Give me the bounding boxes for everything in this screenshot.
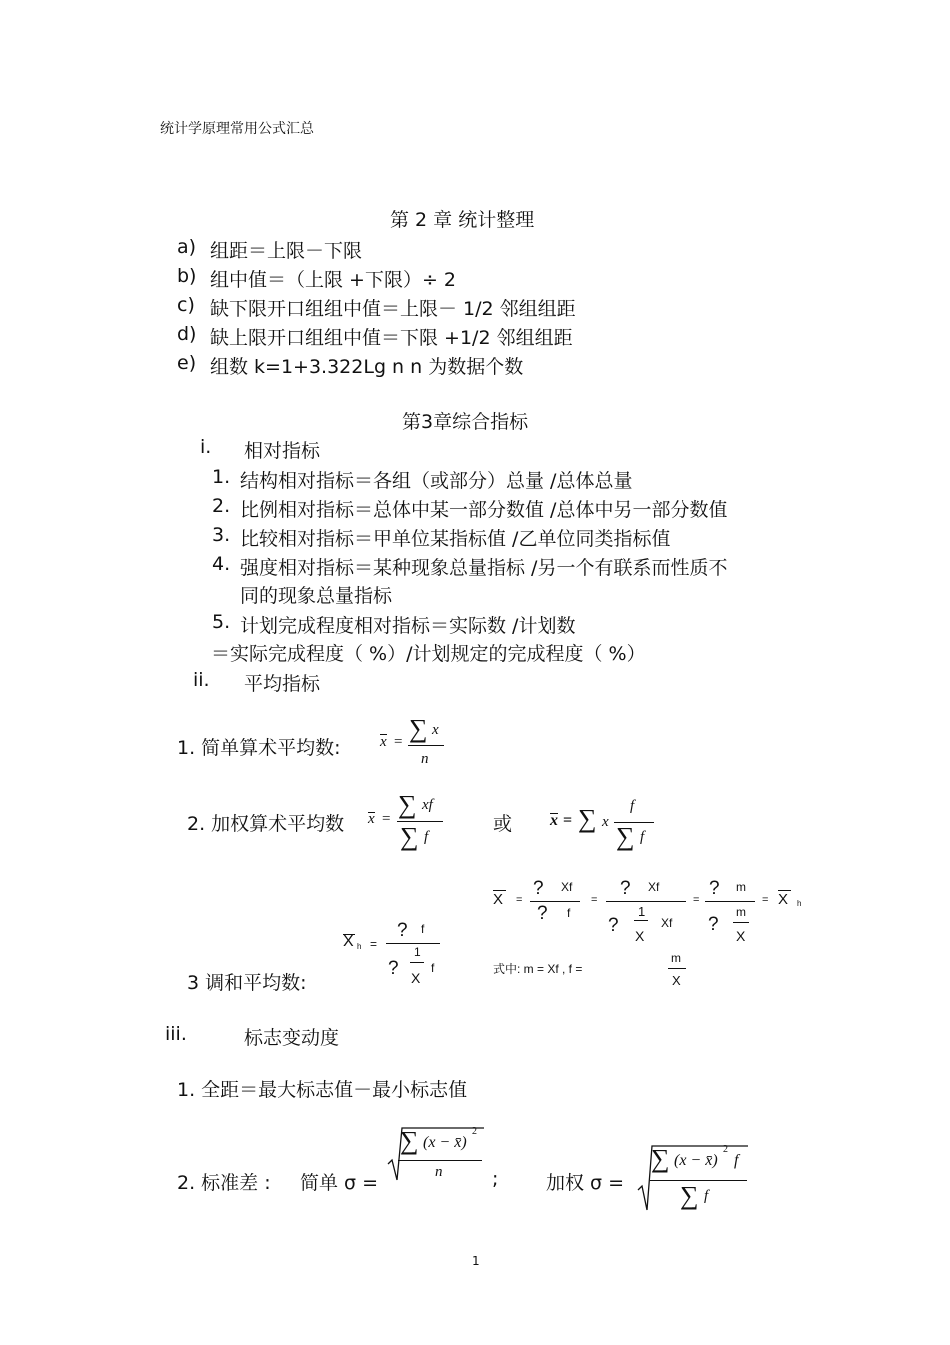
document-title: 统计学原理常用公式汇总 (160, 121, 314, 137)
section-i-marker: i. (200, 436, 212, 458)
list-marker: a) (177, 236, 197, 258)
sum-placeholder: ? (537, 903, 548, 924)
h-subscript: h (357, 942, 362, 951)
f-symbol: f (640, 829, 645, 845)
square-exponent: 2 (723, 1144, 728, 1155)
list-item (212, 524, 671, 550)
Xf-symbol: Xf (661, 916, 673, 930)
sum-placeholder: ? (608, 915, 619, 936)
weighted-mean-label: 2. 加权算术平均数 (187, 813, 345, 835)
sum-symbol: ∑ (409, 714, 428, 743)
fraction-bar (634, 920, 648, 921)
fraction-bar (408, 745, 444, 746)
list-marker: 5. (212, 611, 231, 633)
sum-placeholder: ? (709, 878, 720, 899)
equals-sign: = (370, 937, 378, 951)
list-marker: e) (177, 352, 197, 374)
x-symbol: x (368, 811, 375, 827)
m-symbol: m (671, 951, 681, 965)
deviation-term: (x − x̄) (674, 1152, 718, 1169)
std-dev-label: 2. 标准差 : (177, 1172, 271, 1194)
X-symbol: X (736, 928, 746, 944)
equals-sign: = (693, 894, 700, 906)
list-item (177, 294, 576, 320)
list-text: 强度相对指标＝某种现象总量指标 /另一个有联系而性质不 (240, 557, 728, 579)
sum-symbol: ∑ (616, 822, 635, 851)
sum-symbol: ∑ (400, 822, 419, 851)
range-formula: 1. 全距＝最大标志值－最小标志值 (177, 1079, 468, 1101)
list-item (212, 611, 576, 637)
x-symbol: x (380, 734, 387, 750)
list-text: 结构相对指标＝各组（或部分）总量 /总体总量 (240, 470, 633, 492)
list-marker: d) (177, 323, 197, 345)
equals-sign: = (563, 812, 573, 829)
f-symbol: f (431, 961, 435, 975)
section-iii-marker: iii. (165, 1023, 187, 1045)
n-symbol: n (435, 1164, 443, 1180)
sum-symbol: ∑ (400, 1126, 419, 1155)
X-symbol: X (343, 933, 354, 950)
sum-symbol: ∑ (398, 790, 417, 819)
sum-placeholder: ? (708, 914, 719, 935)
separator: ; (492, 1168, 499, 1190)
sum-symbol: ∑ (680, 1181, 699, 1210)
m-symbol: m (736, 880, 746, 894)
Xf-symbol: Xf (648, 880, 660, 894)
list-item (177, 265, 457, 291)
section-i-title: 相对指标 (244, 440, 321, 462)
fraction-bar (410, 962, 424, 963)
sum-placeholder: ? (388, 958, 399, 979)
list-item (177, 323, 573, 349)
square-exponent: 2 (472, 1126, 477, 1137)
section-ii-marker: ii. (193, 669, 210, 691)
list-text: 组数 k=1+3.322Lg n n 为数据个数 (210, 356, 524, 378)
fraction-bar (398, 1160, 482, 1161)
X-symbol: X (778, 891, 789, 908)
f-symbol: f (567, 906, 571, 920)
f-symbol: f (421, 922, 425, 936)
sum-placeholder: ? (397, 920, 408, 941)
equals-sign: = (762, 894, 769, 906)
fraction-bar (386, 943, 440, 944)
fraction-bar (606, 901, 686, 902)
page-number: 1 (472, 1254, 480, 1268)
or-text: 或 (493, 813, 513, 835)
h-subscript: h (797, 899, 802, 908)
list-text: 计划完成程度相对指标＝实际数 /计划数 (240, 615, 576, 637)
list-marker: 1. (212, 466, 231, 488)
x-symbol: x (602, 814, 609, 830)
X-symbol: X (411, 970, 421, 986)
list-text: 组中值＝（上限 +下限）÷ 2 (210, 269, 457, 291)
fraction-bar (530, 901, 580, 902)
list-marker: 4. (212, 553, 231, 575)
list-text: 同的现象总量指标 (240, 585, 393, 607)
list-text: 缺上限开口组组中值＝下限 +1/2 邻组组距 (210, 327, 573, 349)
equals-sign: = (394, 734, 403, 750)
x-symbol: x (550, 812, 558, 829)
sum-placeholder: ? (620, 878, 631, 899)
simple-mean-label: 1. 简单算术平均数: (177, 737, 341, 759)
one-numerator: 1 (638, 904, 646, 919)
list-text: 组距＝上限－下限 (210, 240, 363, 262)
list-marker: c) (177, 294, 195, 316)
std-dev-weighted-label: 加权 σ = (546, 1172, 625, 1194)
X-symbol: X (635, 928, 645, 944)
f-symbol: f (424, 829, 429, 845)
one-numerator: 1 (414, 945, 421, 959)
list-item (212, 466, 633, 492)
sum-placeholder: ? (533, 878, 544, 899)
list-marker: 2. (212, 495, 231, 517)
harmonic-mean-label: 3 调和平均数: (187, 972, 307, 994)
n-symbol: n (421, 751, 429, 767)
X-symbol: X (493, 891, 504, 908)
f-symbol: f (630, 798, 635, 814)
deviation-term: (x − x̄) (423, 1134, 467, 1151)
section-iii-title: 标志变动度 (244, 1027, 340, 1049)
equals-sign: = (516, 894, 523, 906)
section-ii-title: 平均指标 (244, 673, 321, 695)
list-item (212, 495, 728, 521)
chapter-3-title: 第3章综合指标 (402, 411, 529, 433)
equals-sign: = (591, 894, 598, 906)
plan-completion-continuation: ＝实际完成程度（ %）/计划规定的完成程度（ %） (211, 643, 646, 665)
sum-symbol: ∑ (651, 1144, 670, 1173)
f-symbol: f (704, 1188, 709, 1204)
std-dev-simple-label: 简单 σ = (300, 1172, 379, 1194)
list-item (177, 352, 524, 378)
X-symbol: X (672, 973, 681, 988)
x-symbol: x (432, 722, 439, 738)
sum-symbol: ∑ (578, 804, 597, 833)
list-text: 缺下限开口组组中值＝上限－ 1/2 邻组组距 (210, 298, 576, 320)
where-text: 式中: m = Xf , f = (493, 962, 583, 976)
Xf-symbol: Xf (561, 880, 573, 894)
chapter-2-title: 第 2 章 统计整理 (390, 209, 535, 231)
equals-sign: = (382, 811, 391, 827)
list-marker: b) (177, 265, 197, 287)
list-marker: 3. (212, 524, 231, 546)
list-text: 比较相对指标＝甲单位某指标值 /乙单位同类指标值 (240, 528, 671, 550)
list-item (212, 553, 728, 579)
f-symbol: f (734, 1152, 739, 1169)
xf-symbol: xf (422, 797, 433, 813)
fraction-bar (733, 922, 749, 923)
list-item (177, 236, 363, 262)
m-symbol: m (736, 905, 746, 919)
fraction-bar (668, 968, 686, 969)
list-text: 比例相对指标＝总体中某一部分数值 /总体中另一部分数值 (240, 499, 728, 521)
fraction-bar (705, 901, 755, 902)
